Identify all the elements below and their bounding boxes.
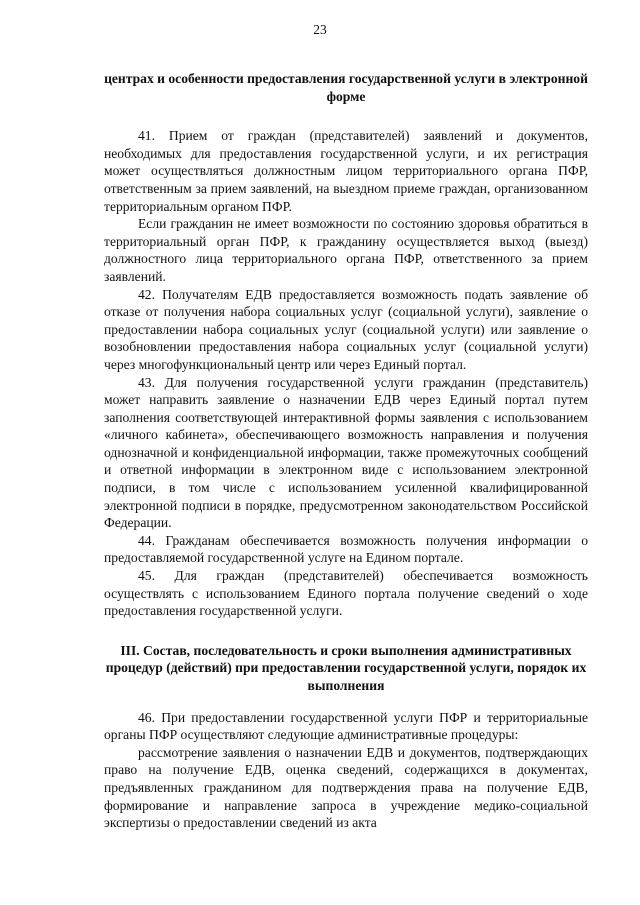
paragraph-43: 43. Для получения государственной услуги гражданин (представитель) может направить заявление о назначении ЕДВ через Единый портал путем заполнения соответствующей интерактивной формы заявления с использованием «личного кабинета», обеспечивающего возможность направления и получения однозначной и конфиденциальной информации, также промежуточных сообщений и ответной информации в электронном виде с использованием электронной подписи, в том числе с использованием усиленной квалифицированной электронной подписи в порядке, предусмотренном законодательством Российской Федерации.: [104, 374, 588, 531]
section-heading: III. Состав, последовательность и сроки выполнения административных процедур (действий) при предоставлении государственной услуги, порядок их выполнения: [105, 642, 587, 693]
subsection-heading: центрах и особенности предоставления государственной услуги в электронной форме: [104, 71, 588, 104]
document-body: [104, 70, 588, 832]
paragraph-41: 41. Прием от граждан (представителей) заявлений и документов, необходимых для предоставления государственной услуги, и их регистрация может осуществляться должностным лицом территориального органа ПФР, ответственным за прием заявлений, на выездном приеме граждан, организованном территориальным органом ПФР.: [104, 128, 588, 214]
paragraph-44: 44. Гражданам обеспечивается возможность получения информации о предоставляемой государственной услуге на Едином портале.: [104, 532, 588, 566]
paragraph-41-cont: Если гражданин не имеет возможности по состоянию здоровья обратиться в территориальный орган ПФР, к гражданину осуществляется выход (выезд) должностного лица территориального органа ПФР, ответственного за прием заявлений.: [104, 216, 588, 284]
page-number: 23: [313, 22, 327, 37]
paragraph-46: 46. При предоставлении государственной услуги ПФР и территориальные органы ПФР осуществляют следующие административные процедуры:: [104, 709, 588, 743]
paragraph-42: 42. Получателям ЕДВ предоставляется возможность подать заявление об отказе от получения набора социальных услуг (социальной услуги), заявление о предоставлении набора социальных услуг (социальной услуги) или заявление о возобновлении предоставления набора социальных услуг (социальной услуги) через многофункциональный центр или через Единый портал.: [104, 286, 588, 372]
paragraph-45: 45. Для граждан (представителей) обеспечивается возможность осуществлять с использованием Единого портала получение сведений о ходе предоставления государственной услуги.: [104, 568, 588, 619]
paragraph-46-procedure: рассмотрение заявления о назначении ЕДВ и документов, подтверждающих право на получение ЕДВ, оценка сведений, содержащихся в документах, предъявленных гражданином для подтверждения права на получение ЕДВ, формирование и направление запроса в учреждение медико-социальной экспертизы о предоставлении сведений из акта: [104, 744, 588, 831]
